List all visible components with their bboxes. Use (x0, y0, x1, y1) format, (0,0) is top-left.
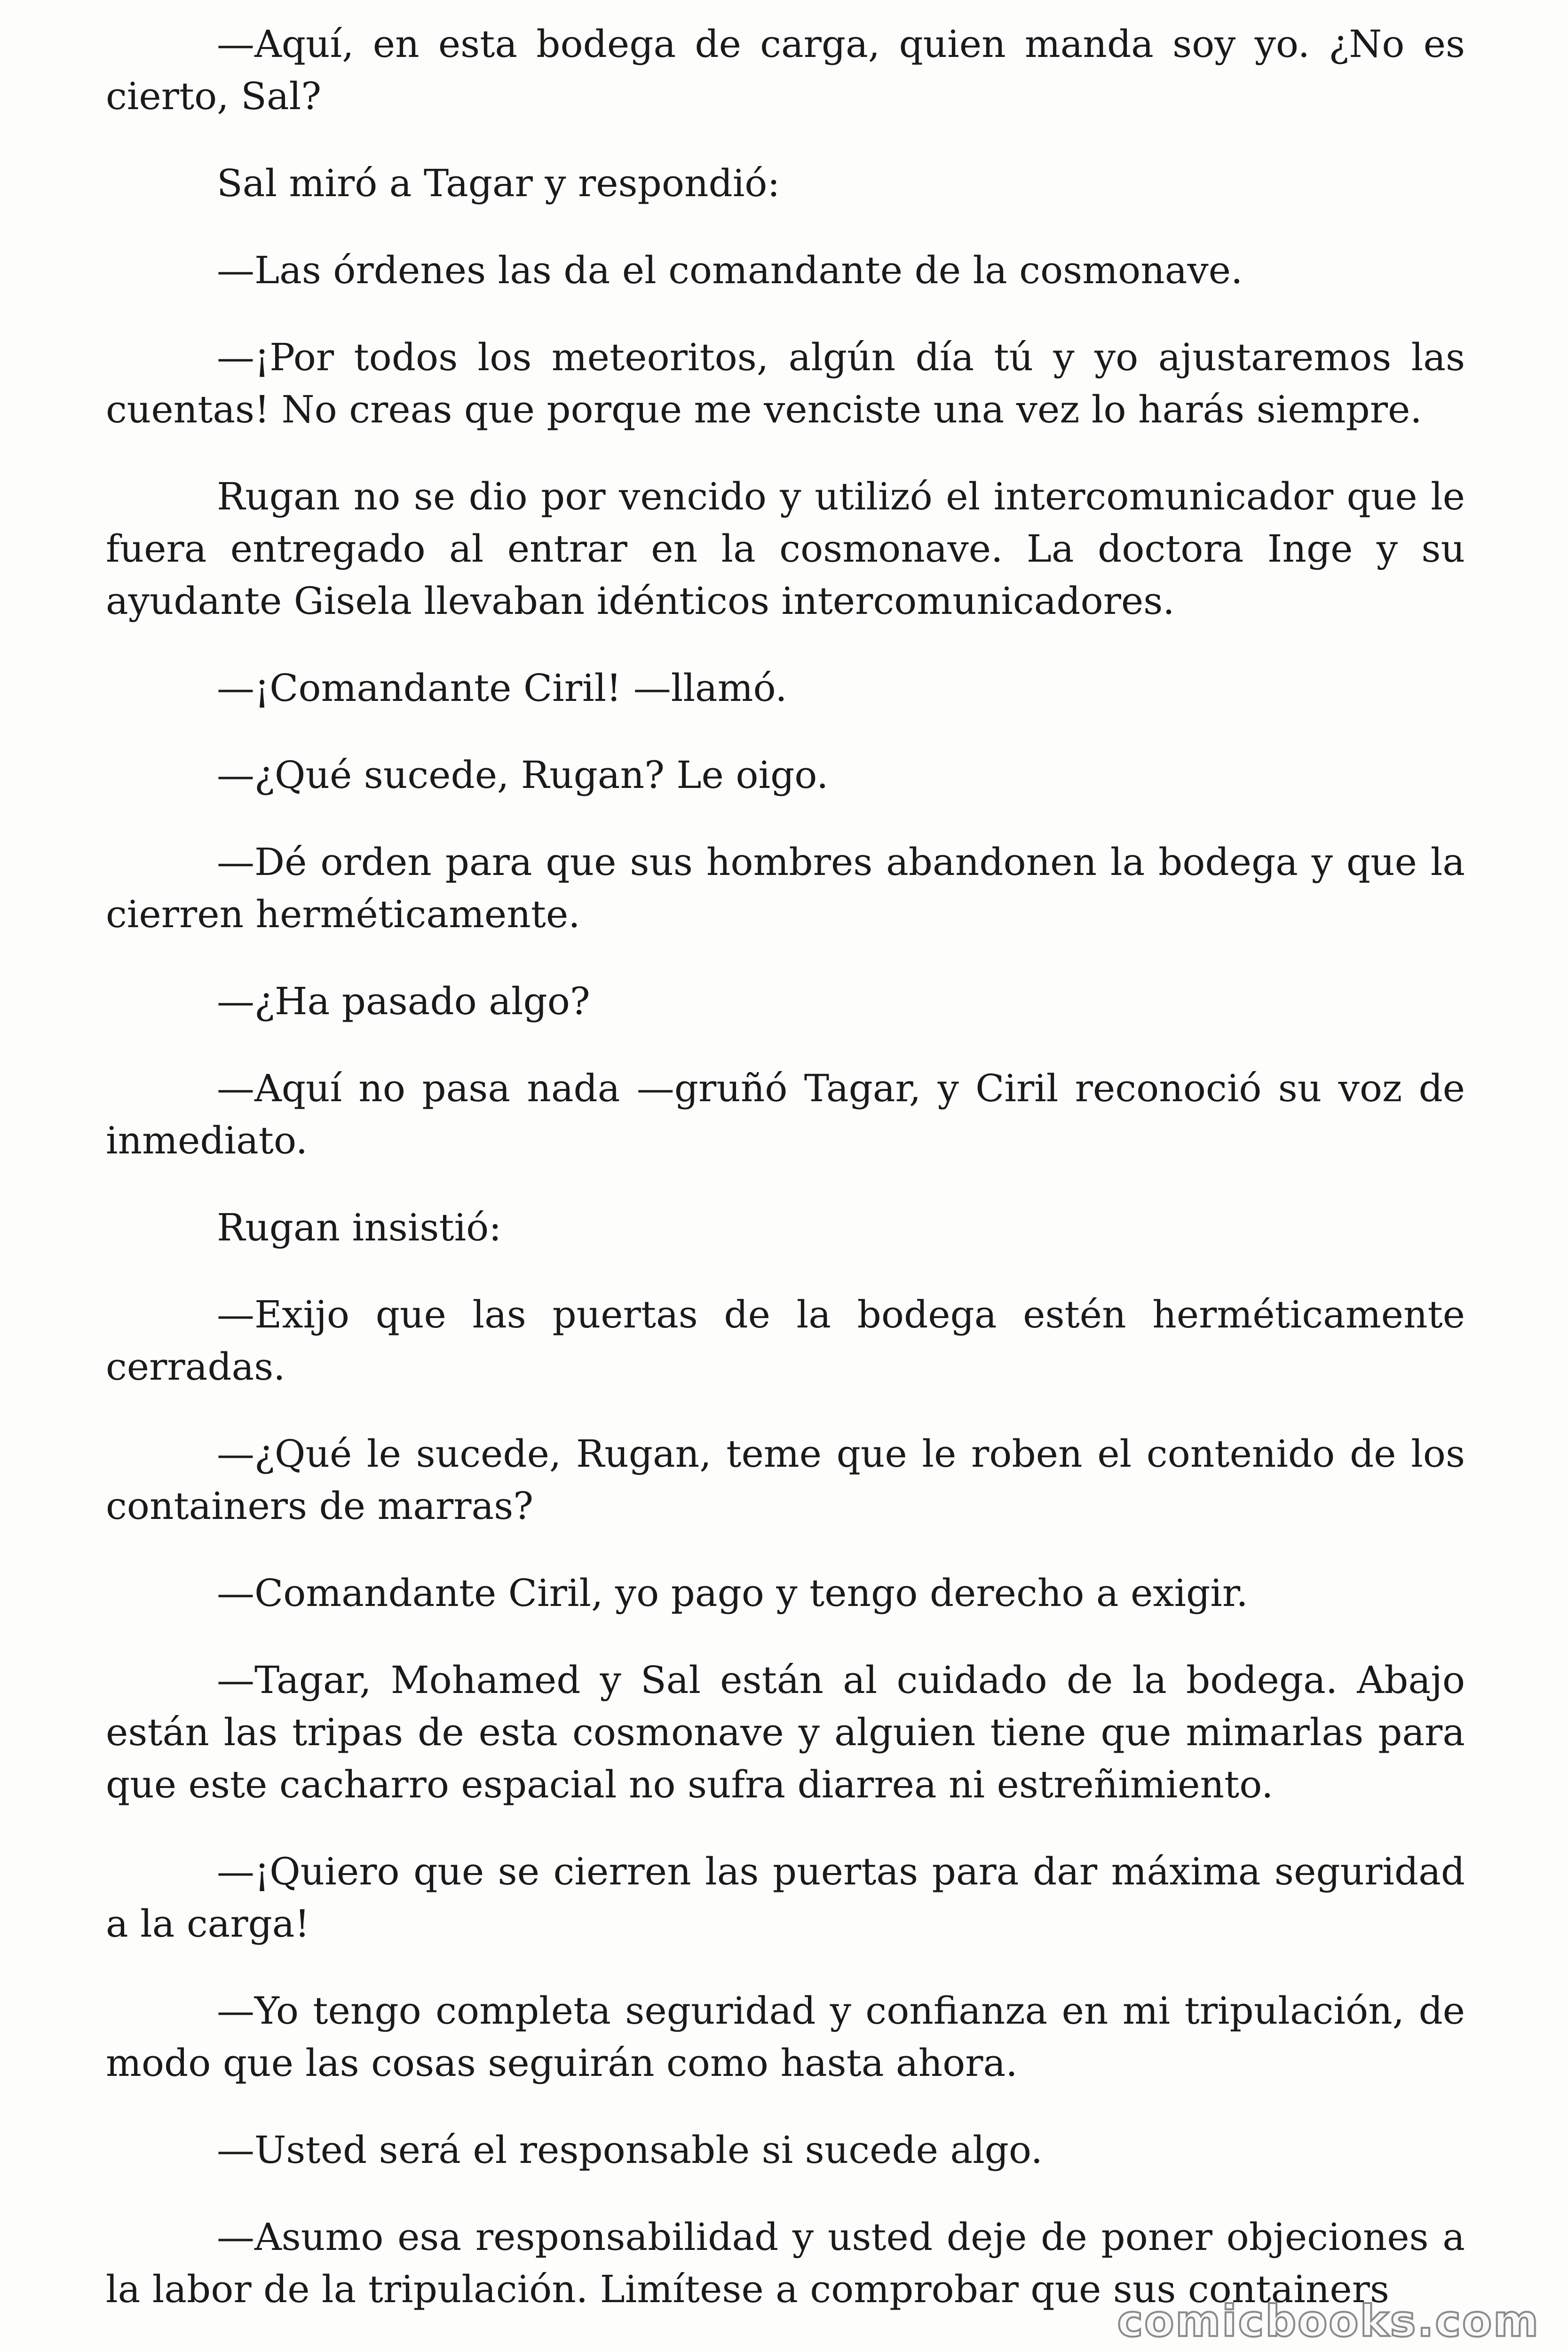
paragraph: —Usted será el responsable si sucede algo. (217, 2128, 1043, 2172)
paragraph: —Exijo que las puertas de la bodega estén herméticamente cerradas. (106, 1293, 1465, 1389)
paragraph: —¡Quiero que se cierren las puertas para dar máxima seguridad a la carga! (106, 1850, 1465, 1946)
paragraph: Sal miró a Tagar y respondió: (217, 161, 780, 205)
paragraph: —Las órdenes las da el comandante de la cosmonave. (217, 248, 1243, 292)
paragraph: —¿Qué le sucede, Rugan, teme que le roben el contenido de los containers de marras? (106, 1432, 1465, 1528)
paragraph: —Aquí, en esta bodega de carga, quien manda soy yo. ¿No es cierto, Sal? (106, 22, 1465, 118)
paragraph: —Comandante Ciril, yo pago y tengo derecho a exigir. (217, 1571, 1248, 1615)
paragraph: —Yo tengo completa seguridad y confianza en mi tripulación, de modo que las cosas seguirán como hasta ahora. (106, 1989, 1465, 2085)
paragraph: —¡Comandante Ciril! —llamó. (217, 666, 787, 710)
paragraph: —Asumo esa responsabilidad y usted deje de poner objeciones a la labor de la tripulación. Limítese a comprobar que sus containers (106, 2215, 1465, 2311)
paragraph: —¿Qué sucede, Rugan? Le oigo. (217, 753, 829, 797)
paragraph: Rugan insistió: (217, 1206, 502, 1249)
paragraph: —Dé orden para que sus hombres abandonen la bodega y que la cierren herméticamente. (106, 840, 1465, 936)
watermark: comicbooks.com (1117, 2296, 1540, 2346)
paragraph: —¿Ha pasado algo? (217, 979, 590, 1023)
paragraph: —¡Por todos los meteoritos, algún día tú y yo ajustaremos las cuentas! No creas que porque me venciste una vez lo harás siempre. (106, 335, 1465, 431)
paragraph: —Tagar, Mohamed y Sal están al cuidado de la bodega. Abajo están las tripas de esta cosmonave y alguien tiene que mimarlas para que este cacharro espacial no sufra diarrea ni estreñimiento. (106, 1658, 1465, 1806)
paragraph: —Aquí no pasa nada —gruñó Tagar, y Ciril reconoció su voz de inmediato. (106, 1066, 1465, 1162)
paragraph: Rugan no se dio por vencido y utilizó el intercomunicador que le fuera entregado al entrar en la cosmonave. La doctora Inge y su ayudante Gisela llevaban idénticos intercomunicadores. (106, 475, 1465, 623)
page-text (106, 0, 1465, 2315)
